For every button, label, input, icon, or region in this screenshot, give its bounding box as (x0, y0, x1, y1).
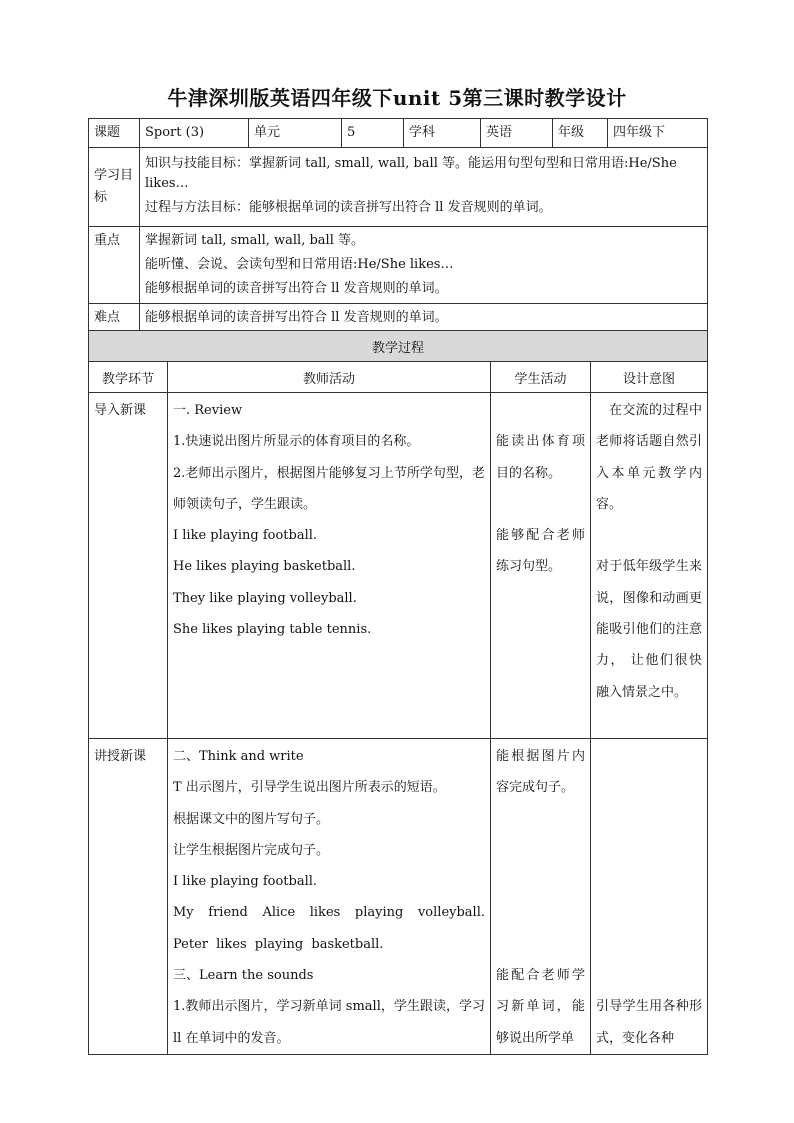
subject-label: 学科 (404, 119, 481, 148)
info-row-basic (89, 119, 708, 148)
goal-knowledge: 知识与技能目标：掌握新词 tall, small, wall, ball 等。能运用句型句型和日常用语:He/She likes… (145, 156, 677, 191)
key-label: 重点 (89, 227, 140, 304)
teacher-activity-line: 2.老师出示图片，根据图片能够复习上节所学句型，老师领读句子，学生跟读。 (173, 465, 485, 512)
teacher-activity-line: 根据课文中的图片写句子。 (173, 811, 330, 827)
teacher-activity-line: 1.快速说出图片所显示的体育项目的名称。 (173, 434, 420, 450)
header-student: 学生活动 (491, 362, 591, 393)
unit-label: 单元 (249, 119, 342, 148)
design-intent-cell (591, 739, 708, 1055)
process-section-title: 教学过程 (89, 331, 708, 362)
student-activity-text: 能配合老师学习新单词，能够说出所学单 (496, 968, 585, 1046)
teacher-activity-line: 1.教师出示图片，学习新单词 small，学生跟读，学习 ll 在单词中的发音。 (173, 999, 485, 1046)
teacher-activity-line: I like playing football. (173, 874, 318, 890)
design-intent-text: 对于低年级学生来说，图像和动画更能吸引他们的注意力， 让他们很快融入情景之中。 (596, 559, 703, 700)
grade-label: 年级 (553, 119, 608, 148)
teacher-activity-line: 一. Review (173, 403, 243, 418)
key-cell (140, 227, 708, 304)
teacher-activity-cell (168, 739, 491, 1055)
student-activity-text: 能读出体育项目的名称。 (496, 434, 585, 481)
teaching-process-table (88, 330, 708, 1055)
goals-label: 学习目标 (89, 148, 140, 227)
subject-value: 英语 (481, 119, 553, 148)
key-point: 能够根据单词的读音拼写出符合 ll 发音规则的单词。 (145, 281, 448, 296)
lesson-info-table (88, 118, 708, 333)
design-intent-text: 在交流的过程中老师将话题自然引入本单元教学内容。 (596, 403, 703, 512)
info-row-difficulty (89, 304, 708, 333)
teacher-activity-line: I like playing football. (173, 528, 318, 544)
teacher-activity-line: 让学生根据图片完成句子。 (173, 842, 330, 858)
process-row-intro (89, 393, 708, 739)
teacher-activity-line: 二、Think and write (173, 749, 304, 764)
header-teacher: 教师活动 (168, 362, 491, 393)
unit-value: 5 (342, 119, 404, 148)
design-intent-cell (591, 393, 708, 739)
header-stage: 教学环节 (89, 362, 168, 393)
difficulty-value: 能够根据单词的读音拼写出符合 ll 发音规则的单词。 (140, 304, 708, 333)
page-title: 牛津深圳版英语四年级下unit 5第三课时教学设计 (167, 86, 627, 110)
header-intent: 设计意图 (591, 362, 708, 393)
teacher-activity-line: My friend Alice likes playing volleyball. Peter likes playing basketball. (173, 905, 485, 952)
grade-value: 四年级下 (608, 119, 708, 148)
teacher-activity-cell (168, 393, 491, 739)
course-value: Sport (3) (140, 119, 249, 148)
design-intent-text: 引导学生用各种形式，变化各种 (596, 999, 703, 1046)
teacher-activity-line: He likes playing basketball. (173, 559, 356, 575)
teacher-activity-line: They like playing volleyball. (173, 590, 357, 606)
key-point: 掌握新词 tall, small, wall, ball 等。 (145, 233, 364, 248)
info-row-goals (89, 148, 708, 227)
difficulty-label: 难点 (89, 304, 140, 333)
key-point: 能听懂、会说、会读句型和日常用语:He/She likes… (145, 257, 454, 272)
teacher-activity-line: 三、Learn the sounds (173, 968, 314, 984)
teacher-activity-line: She likes playing table tennis. (173, 622, 372, 638)
goal-process: 过程与方法目标：能够根据单词的读音拼写出符合 ll 发音规则的单词。 (145, 200, 552, 215)
student-activity-cell (491, 739, 591, 1055)
goals-cell (140, 148, 708, 227)
course-label: 课题 (89, 119, 140, 148)
process-header-row (89, 362, 708, 393)
stage-cell: 讲授新课 (89, 739, 168, 1055)
teacher-activity-line: T 出示图片，引导学生说出图片所表示的短语。 (173, 780, 446, 796)
student-activity-text: 能够配合老师练习句型。 (496, 528, 585, 575)
student-activity-cell (491, 393, 591, 739)
info-row-key (89, 227, 708, 304)
stage-cell: 导入新课 (89, 393, 168, 739)
student-activity-text: 能根据图片内容完成句子。 (496, 749, 585, 796)
process-row-new-lesson (89, 739, 708, 1055)
